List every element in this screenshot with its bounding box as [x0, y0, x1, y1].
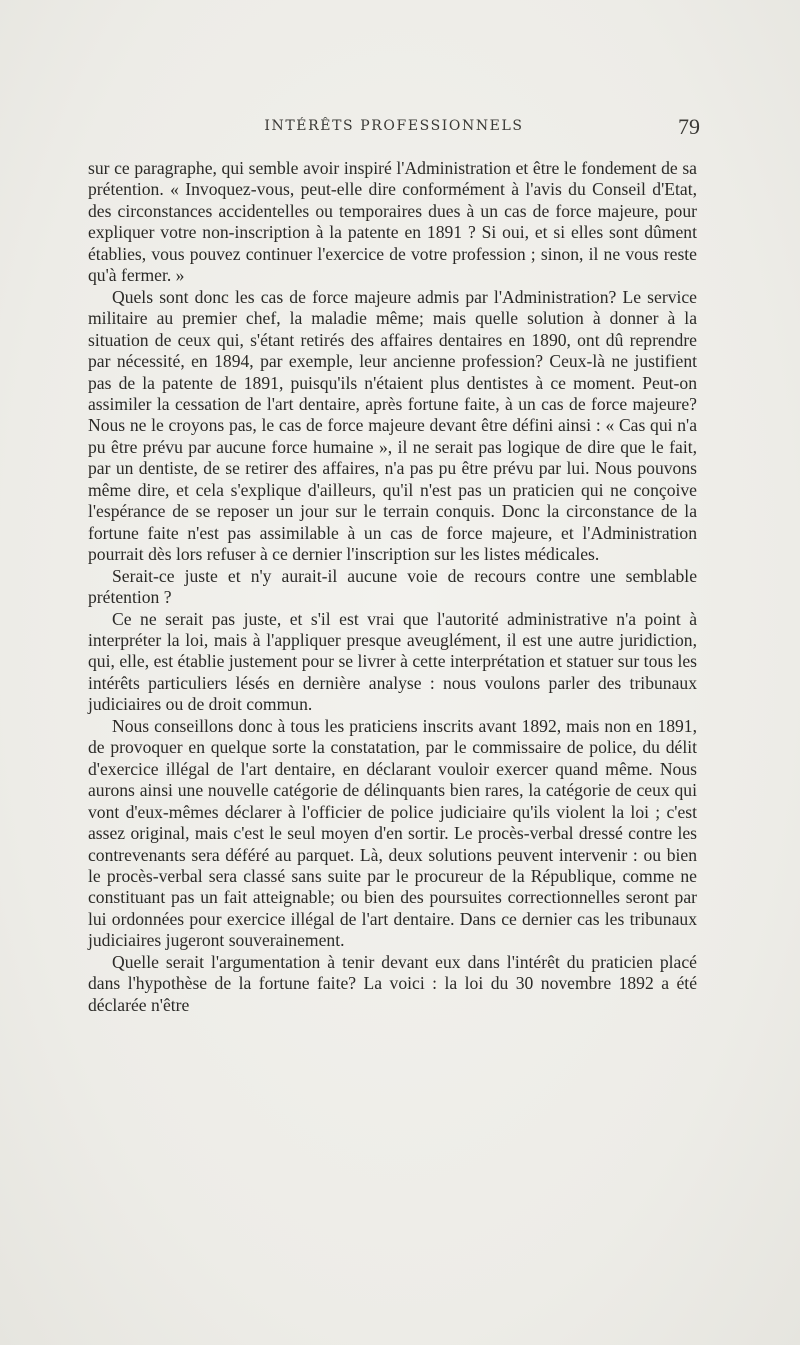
paragraph-force-majeure: Quels sont donc les cas de force majeure admis par l'Administration? Le service militaire au premier chef, la maladie même; mais quelle solution à donner à la situation de ceux qui, s'étant retirés des affaires dentaires en 1890, ont dû reprendre par nécessité, en 1894, par exemple, leur ancienne profession? Ceux-là ne justifient pas de la patente de 1891, puisqu'ils n'étaient plus dentistes à ce moment. Peut-on assimiler la cessation de l'art dentaire, après fortune faite, à un cas de force majeure? Nous ne le croyons pas, le cas de force majeure devant être défini ainsi : « Cas qui n'a pu être prévu par aucune force humaine », il ne serait pas logique de dire que le fait, par un dentiste, de se retirer des affaires, n'a pas pu être prévu par lui. Nous pouvons même dire, et cela s'explique d'ailleurs, qu'il n'est pas un praticien qui ne conçoive l'espérance de se reposer un jour sur le terrain conquis. Donc la circonstance de la fortune faite n'est pas assimilable à un cas de force majeure, et l'Administration pourrait dès lors refuser à ce dernier l'inscription sur les listes médicales.: [88, 286, 697, 565]
running-header: [88, 114, 700, 148]
paragraph-conseil: Nous conseillons donc à tous les praticiens inscrits avant 1892, mais non en 1891, de provoquer en quelque sorte la constatation, par le commissaire de police, du délit d'exercice illégal de l'art dentaire, en déclarant vouloir exercer quand même. Nous aurons ainsi une nouvelle catégorie de délinquants bien rares, la catégorie de ceux qui vont d'eux-mêmes déclarer à l'officier de police judiciaire qu'ils violent la loi ; c'est assez original, mais c'est le seul moyen d'en sortir. Le procès-verbal dressé contre les contrevenants sera déféré au parquet. Là, deux solutions peuvent intervenir : ou bien le procès-verbal sera classé sans suite par le procureur de la République, comme ne constituant pas un fait atteignable; ou bien des poursuites correctionnelles seront par lui ordonnées pour exercice illégal de l'art dentaire. Dans ce dernier cas les tribunaux judiciaires jugeront souverainement.: [88, 715, 697, 951]
paragraph-argumentation: Quelle serait l'argumentation à tenir devant eux dans l'intérêt du praticien placé dans l'hypothèse de la fortune faite? La voici : la loi du 30 novembre 1892 a été déclarée n'être: [88, 951, 697, 1015]
paragraph-juridiction: Ce ne serait pas juste, et s'il est vrai que l'autorité administrative n'a point à interpréter la loi, mais à l'appliquer presque aveuglément, il est une autre juridiction, qui, elle, est établie justement pour se livrer à cette interprétation et statuer sur tous les intérêts particuliers lésés en dernière analyse : nous voulons parler des tribunaux judiciaires ou de droit commun.: [88, 608, 697, 715]
paragraph-question: Serait-ce juste et n'y aurait-il aucune voie de recours contre une semblable prétention ?: [88, 565, 697, 608]
paragraph-continuation: sur ce paragraphe, qui semble avoir inspiré l'Administration et être le fondement de sa prétention. « Invoquez-vous, peut-elle dire conformément à l'avis du Conseil d'Etat, des circonstances accidentelles ou temporaires dues à un cas de force majeure, pour expliquer votre non-inscription à la patente en 1891 ? Si oui, et si elles sont dûment établies, vous pouvez continuer l'exercice de votre profession ; sinon, il ne vous reste qu'à fermer. »: [88, 158, 697, 286]
page-number: 79: [678, 114, 700, 139]
running-title: INTÉRÊTS PROFESSIONNELS: [264, 118, 524, 134]
text-body: [88, 158, 697, 1016]
